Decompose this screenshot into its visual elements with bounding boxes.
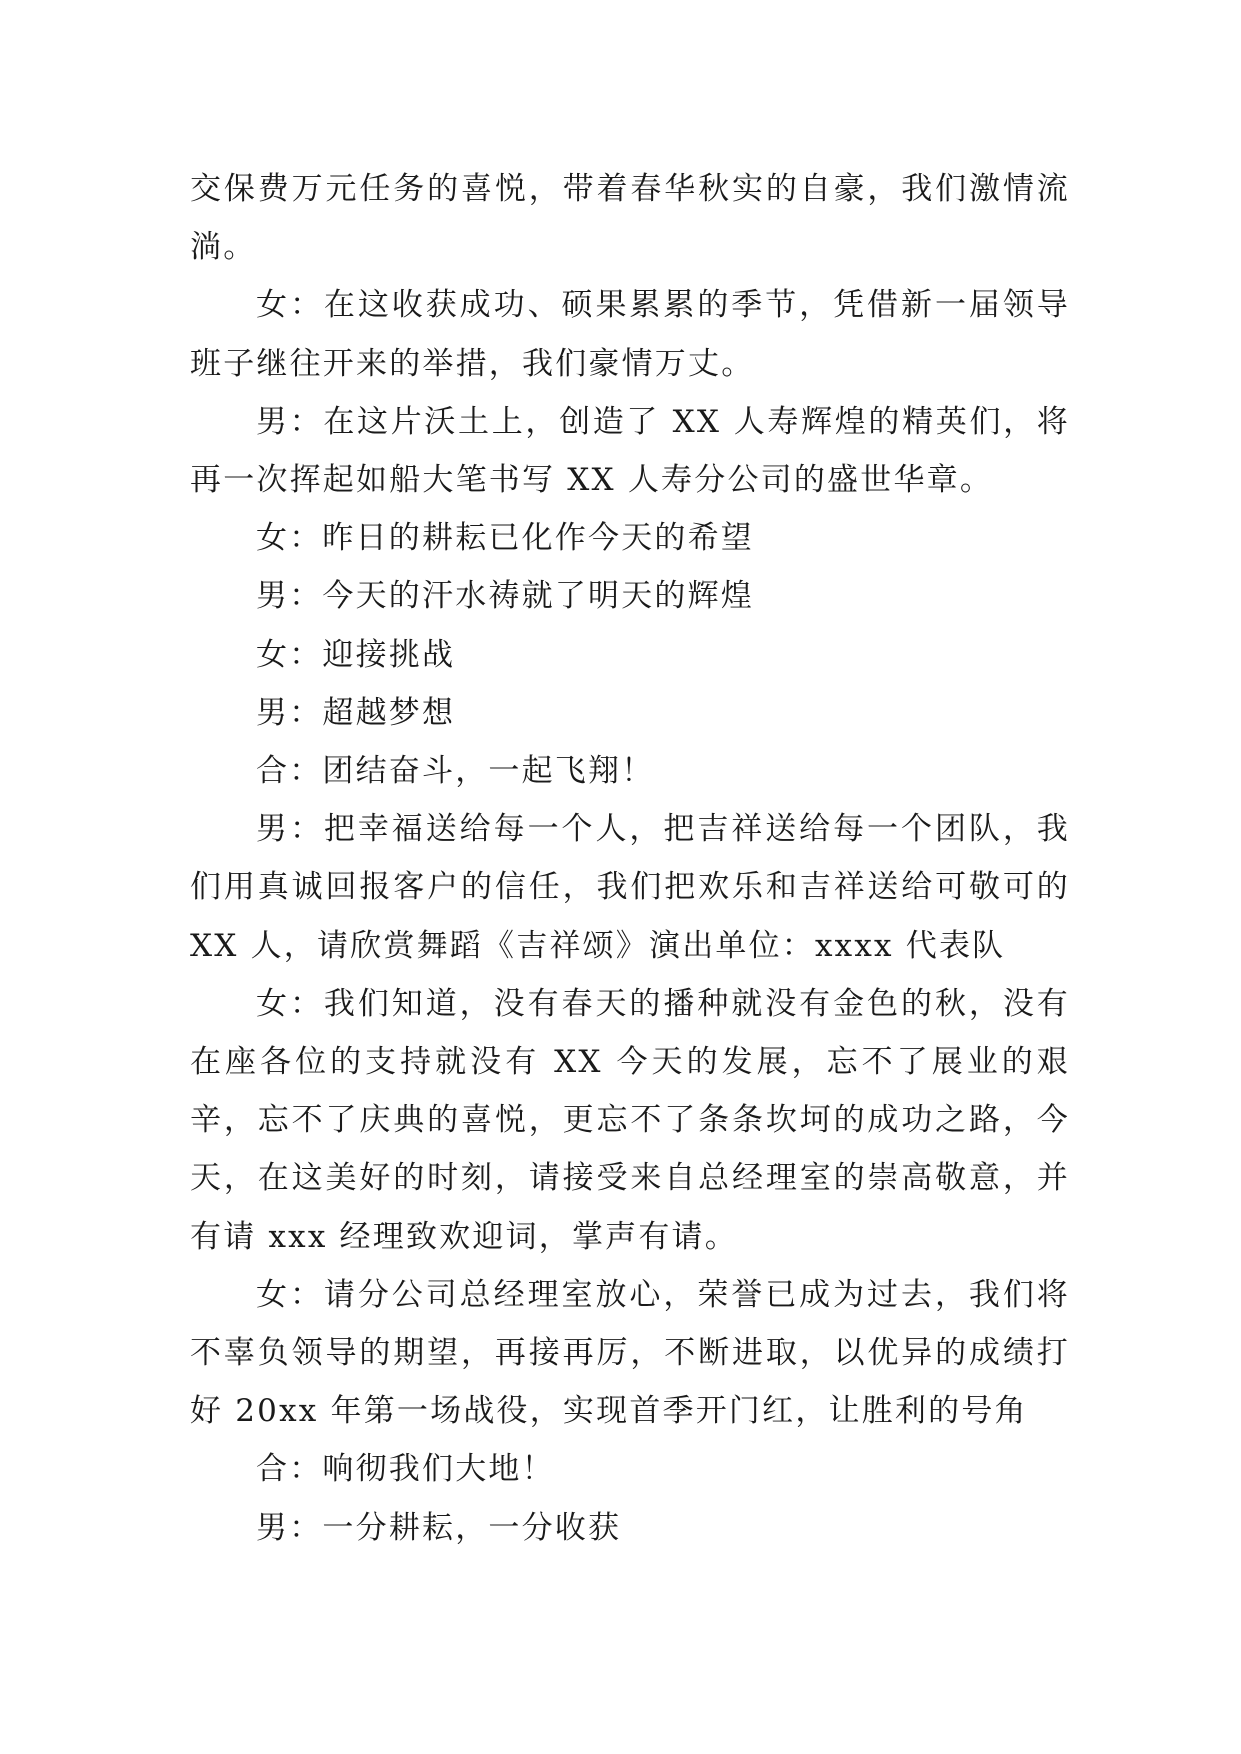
paragraph: 女：请分公司总经理室放心，荣誉已成为过去，我们将不辜负领导的期望，再接再厉，不断进取，以优异的成绩打好 20xx 年第一场战役，实现首季开门红，让胜利的号角 xyxy=(190,1276,1070,1430)
paragraph: 合：团结奋斗，一起飞翔！ xyxy=(256,753,655,790)
paragraph: 女：昨日的耕耘已化作今天的希望 xyxy=(256,520,754,557)
paragraph: 女：迎接挑战 xyxy=(256,636,456,673)
paragraph: 女：在这收获成功、硕果累累的季节，凭借新一届领导班子继往开来的举措，我们豪情万丈。 xyxy=(190,287,1070,382)
paragraph: 男：把幸福送给每一个人，把吉祥送给每一个团队，我们用真诚回报客户的信任，我们把欢乐和吉祥送给可敬可的 XX 人，请欣赏舞蹈《吉祥颂》演出单位：xxxx 代表队 xyxy=(190,811,1070,964)
paragraph: 合：响彻我们大地！ xyxy=(256,1451,555,1488)
paragraph: 男：超越梦想 xyxy=(256,694,456,731)
paragraph: 男：一分耕耘，一分收获 xyxy=(256,1509,622,1546)
paragraph: 男：今天的汗水祷就了明天的辉煌 xyxy=(256,578,754,615)
paragraph: 男：在这片沃土上，创造了 XX 人寿辉煌的精英们，将再一次挥起如船大笔书写 XX 人寿分公司的盛世华章。 xyxy=(190,403,1070,499)
document-body xyxy=(190,160,1070,1557)
paragraph: 交保费万元任务的喜悦，带着春华秋实的自豪，我们激情流淌。 xyxy=(190,171,1070,266)
paragraph: 女：我们知道，没有春天的播种就没有金色的秋，没有在座各位的支持就没有 XX 今天的发展，忘不了展业的艰辛，忘不了庆典的喜悦，更忘不了条条坎坷的成功之路，今天，在这美好的时刻，请接受来自总经理室的崇高敬意，并有请 xxx 经理致欢迎词，掌声有请。 xyxy=(190,985,1070,1255)
